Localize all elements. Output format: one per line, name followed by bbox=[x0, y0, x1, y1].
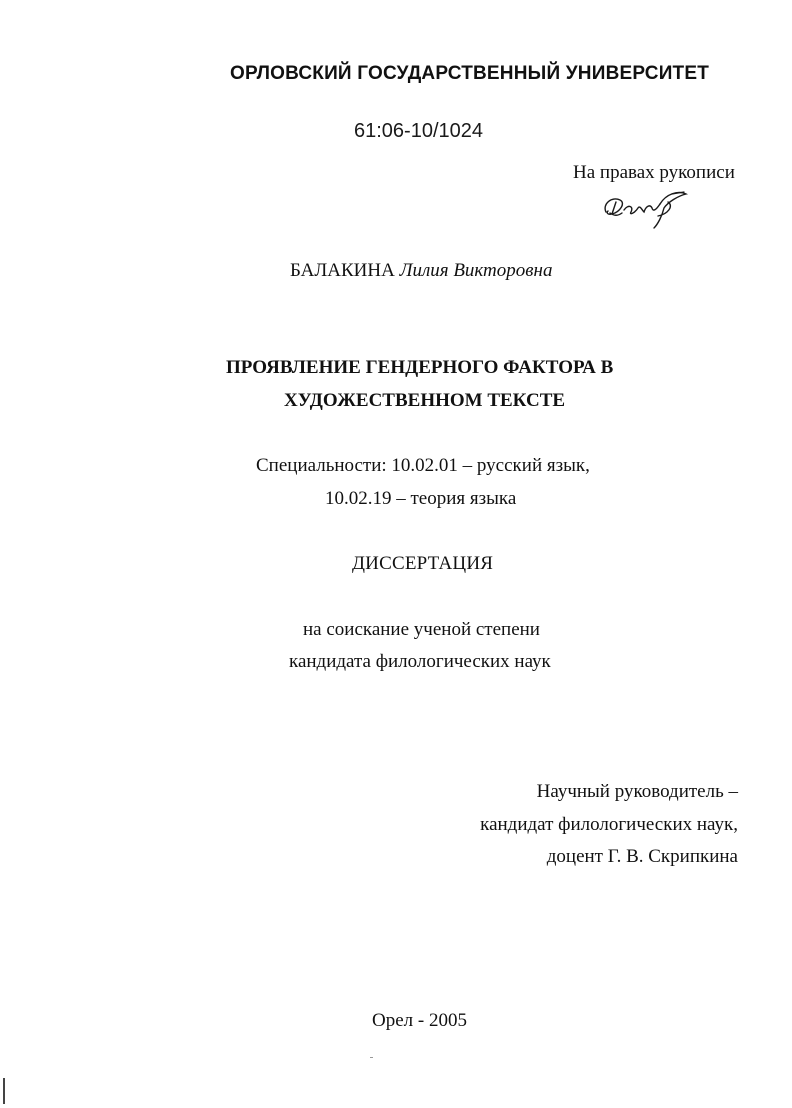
document-type: ДИССЕРТАЦИЯ bbox=[352, 553, 494, 574]
handwritten-signature bbox=[598, 186, 694, 232]
author-name bbox=[290, 260, 552, 282]
supervisor-line-1: Научный руководитель – bbox=[536, 781, 738, 802]
specialty-line-1: Специальности: 10.02.01 – русский язык, bbox=[256, 455, 590, 476]
supervisor-line-2: кандидат филологических наук, bbox=[480, 814, 738, 835]
degree-line-2: кандидата филологических наук bbox=[289, 651, 551, 672]
supervisor-line-3: доцент Г. В. Скрипкина bbox=[546, 846, 738, 867]
specialty-line-2: 10.02.19 – теория языка bbox=[325, 488, 517, 509]
thesis-title-line-2: ХУДОЖЕСТВЕННОМ ТЕКСТЕ bbox=[284, 390, 566, 411]
degree-line-1: на соискание ученой степени bbox=[303, 619, 540, 640]
author-surname: БАЛАКИНА bbox=[290, 260, 395, 281]
university-name: ОРЛОВСКИЙ ГОСУДАРСТВЕННЫЙ УНИВЕРСИТЕТ bbox=[230, 63, 710, 84]
scan-artifact-dot bbox=[370, 1057, 373, 1058]
manuscript-rights-note: На правах рукописи bbox=[573, 162, 735, 183]
thesis-title-line-1: ПРОЯВЛЕНИЕ ГЕНДЕРНОГО ФАКТОРА В bbox=[226, 357, 614, 378]
scan-edge-mark bbox=[3, 1078, 5, 1104]
catalog-code: 61:06-10/1024 bbox=[354, 120, 484, 142]
author-given-names: Лилия Викторовна bbox=[399, 260, 553, 281]
city-year: Орел - 2005 bbox=[372, 1010, 467, 1031]
